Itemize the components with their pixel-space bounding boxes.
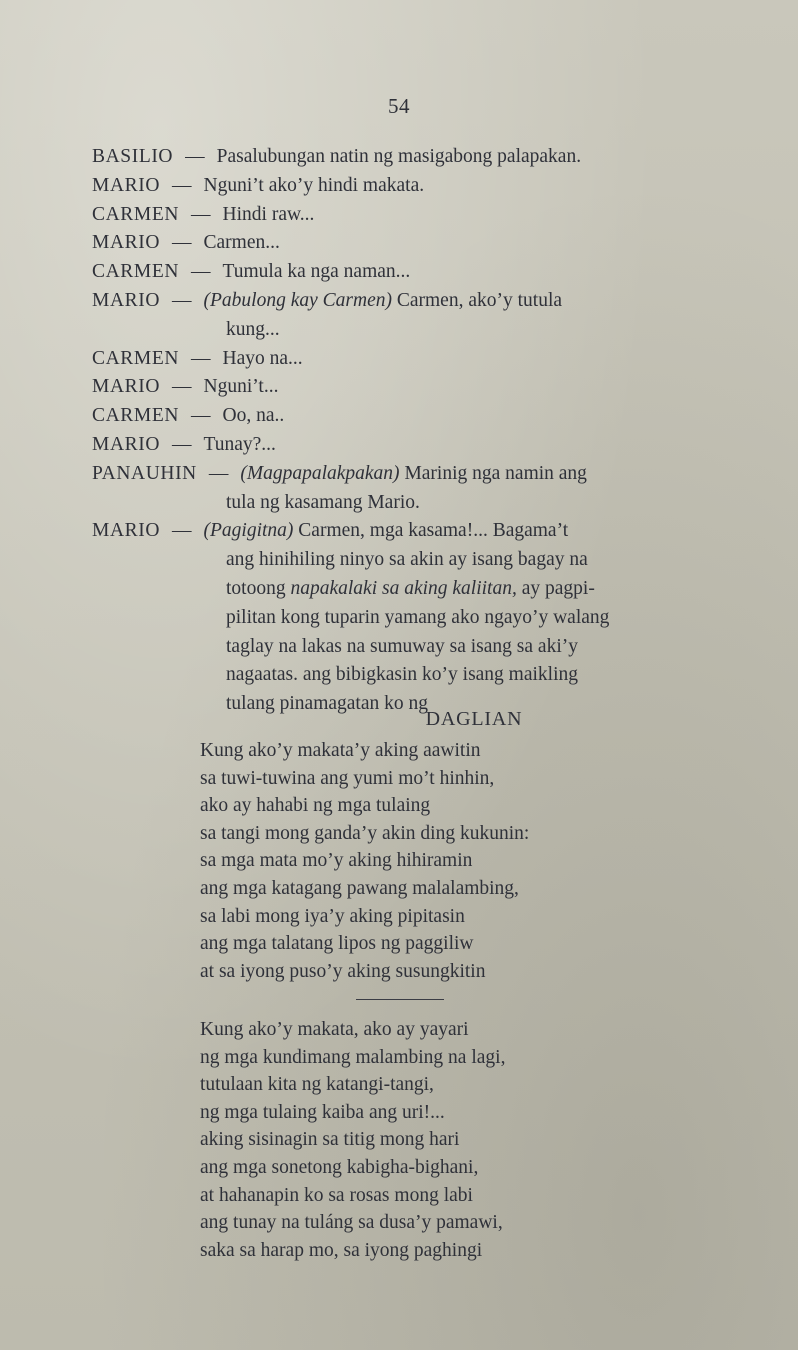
poem-line: ng mga tulaing kaiba ang uri!... xyxy=(200,1101,445,1123)
dialogue-text: Nguni’t ako’y hindi makata. xyxy=(203,174,425,196)
poem-line: saka sa harap mo, sa iyong paghingi xyxy=(200,1239,483,1261)
stage-direction: (Magpapalakpakan) xyxy=(240,462,400,484)
dialogue-line xyxy=(92,431,772,460)
speaker-name: CARMEN xyxy=(92,347,180,369)
speaker-name: MARIO xyxy=(92,289,161,311)
dialogue-text: Tumula ka nga naman... xyxy=(222,261,411,283)
poem-line: at sa iyong puso’y aking susungkitin xyxy=(200,960,486,982)
speaker-name: MARIO xyxy=(92,376,161,398)
dialogue-line xyxy=(92,345,772,374)
dialogue-text: Hindi raw... xyxy=(222,203,315,225)
poem-line: Kung ako’y makata’y aking aawitin xyxy=(200,740,481,761)
poem-line: sa mga mata mo’y aking hihiramin xyxy=(200,850,473,872)
dialogue-line xyxy=(92,402,772,431)
dash: — xyxy=(172,289,192,311)
text-run: totoong xyxy=(226,577,286,599)
poem-line: ang mga talatang lipos ng paggiliw xyxy=(200,933,474,955)
dialogue-text: Carmen, ako’y tutula xyxy=(396,289,563,311)
poem-line: sa labi mong iya’y aking pipitasin xyxy=(200,905,465,927)
poem-line: ang mga katagang pawang malalambing, xyxy=(200,877,519,899)
poem-line: at hahanapin ko sa rosas mong labi xyxy=(200,1184,473,1206)
dialogue-continuation: tulang pinamagatan ko ng xyxy=(226,693,428,715)
dialogue-line xyxy=(92,143,772,172)
dialogue-continuation xyxy=(92,575,772,604)
dialogue-text: Carmen... xyxy=(203,232,280,254)
dialogue-line xyxy=(92,373,772,402)
dash: — xyxy=(191,261,211,283)
dash: — xyxy=(172,433,192,455)
text-run: ay pagpi- xyxy=(521,577,595,599)
dash: — xyxy=(191,347,211,369)
dialogue-line xyxy=(92,460,772,489)
poem-line: sa tangi mong ganda’y akin ding kukunin: xyxy=(200,822,530,844)
poem-line: tutulaan kita ng katangi-tangi, xyxy=(200,1074,434,1096)
stanza-separator xyxy=(356,999,444,1000)
dash: — xyxy=(172,376,192,398)
dialogue-line xyxy=(92,258,772,287)
stage-direction: (Pagigitna) xyxy=(203,520,294,542)
dialogue-text: Pasalubungan natin ng masigabong palapakan. xyxy=(216,146,582,167)
dialogue-continuation: taglay na lakas na sumuway sa isang sa aki’y xyxy=(226,635,578,657)
dialogue-block xyxy=(92,143,772,719)
poem-line: ang tunay na tuláng sa dusa’y pamawi, xyxy=(200,1212,503,1234)
dialogue-text: Nguni’t... xyxy=(203,376,279,398)
dialogue-text: Hayo na... xyxy=(222,347,303,369)
dialogue-line xyxy=(92,229,772,258)
dash: — xyxy=(172,174,192,196)
mario-speech xyxy=(92,517,772,719)
dialogue-continuation: ang hinihiling ninyo sa akin ay isang bagay na xyxy=(226,549,588,571)
dialogue-line xyxy=(92,172,772,201)
poem-title: DAGLIAN xyxy=(425,708,523,730)
dialogue-text: Marinig nga namin ang xyxy=(404,462,587,484)
dash: — xyxy=(185,146,205,167)
speaker-name: MARIO xyxy=(92,174,161,196)
dialogue-line xyxy=(92,287,772,316)
speaker-name: MARIO xyxy=(92,232,161,254)
speaker-name: MARIO xyxy=(92,520,161,542)
dash: — xyxy=(208,462,229,484)
poem-line: ako ay hahabi ng mga tulaing xyxy=(200,795,431,817)
poem-line: sa tuwi-tuwina ang yumi mo’t hinhin, xyxy=(200,767,495,789)
poem-stanza-2 xyxy=(200,1016,760,1264)
dialogue-continuation: pilitan kong tuparin yamang ako ngayo’y walang xyxy=(226,606,610,628)
poem-line: ang mga sonetong kabigha-bighani, xyxy=(200,1156,479,1178)
stage-direction: (Pabulong kay Carmen) xyxy=(203,289,392,311)
page-number: 54 xyxy=(388,94,410,118)
poem-line: aking sisinagin sa titig mong hari xyxy=(200,1129,460,1151)
speaker-name: PANAUHIN xyxy=(92,462,197,484)
dash: — xyxy=(172,232,192,254)
dash: — xyxy=(191,203,211,225)
dialogue-text: Oo, na.. xyxy=(222,405,285,427)
poem-stanza-1 xyxy=(200,737,760,985)
poem-line: Kung ako’y makata, ako ay yayari xyxy=(200,1019,469,1040)
dialogue-text: Carmen, mga kasama!... Bagama’t xyxy=(298,520,569,542)
dialogue-line xyxy=(92,201,772,230)
italic-phrase: napakalaki sa aking kaliitan, xyxy=(290,577,517,599)
dialogue-line xyxy=(92,517,772,546)
dash: — xyxy=(191,405,211,427)
poem-line: ng mga kundimang malambing na lagi, xyxy=(200,1046,506,1068)
speaker-name: BASILIO xyxy=(92,146,174,167)
dialogue-continuation: kung... xyxy=(226,318,280,340)
speaker-name: CARMEN xyxy=(92,261,180,283)
dialogue-continuation: nagaatas. ang bibigkasin ko’y isang maikling xyxy=(226,664,579,686)
dialogue-text: Tunay?... xyxy=(203,433,276,455)
dash: — xyxy=(172,520,192,542)
speaker-name: CARMEN xyxy=(92,405,180,427)
speaker-name: CARMEN xyxy=(92,203,180,225)
speaker-name: MARIO xyxy=(92,433,161,455)
dialogue-continuation: tula ng kasamang Mario. xyxy=(226,491,420,513)
